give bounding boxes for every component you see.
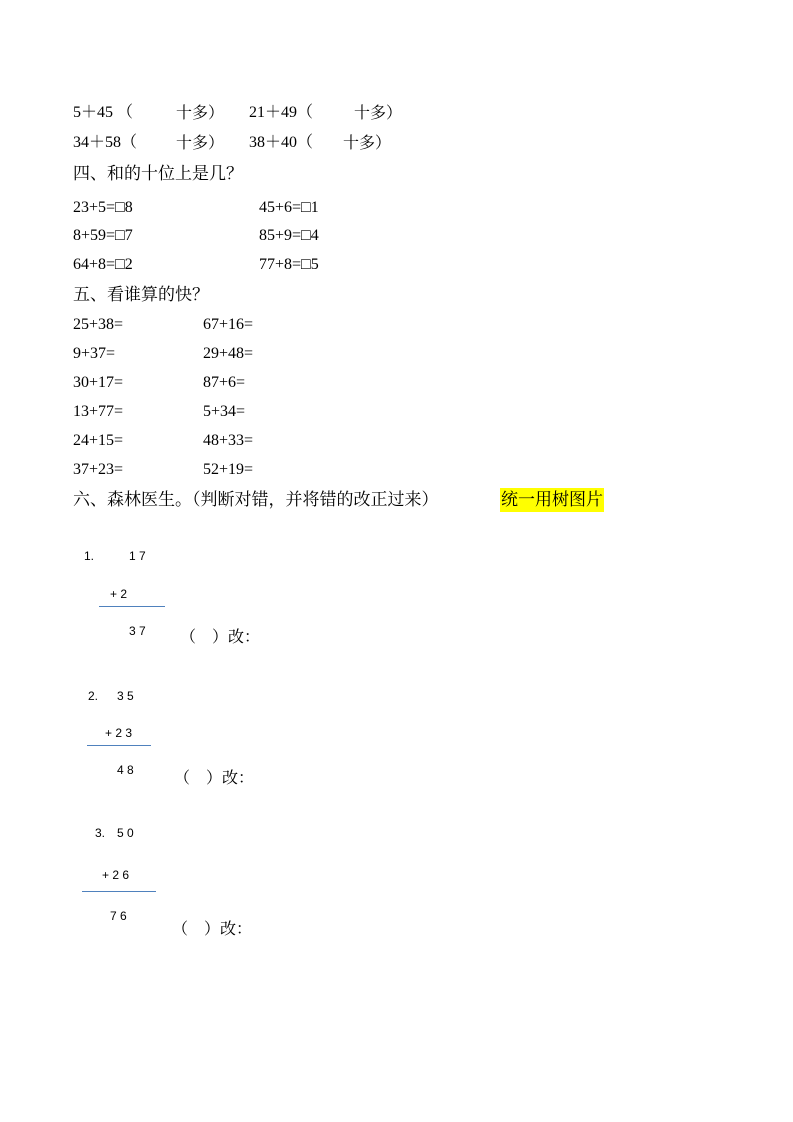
vertical-addend: + 2	[110, 587, 128, 601]
tens-question[interactable]: 64+8=□2	[73, 256, 133, 273]
estimate-blank-3[interactable]: 十多）	[176, 133, 225, 152]
problem-number: 1.	[84, 549, 95, 563]
quick-calc-item[interactable]: 9+37=	[73, 345, 116, 362]
vertical-top-number: 1 7	[129, 549, 146, 563]
vertical-top-number: 5 0	[117, 826, 134, 840]
quick-calc-item[interactable]: 52+19=	[203, 461, 254, 478]
estimate-blank-2[interactable]: 十多）	[354, 103, 403, 122]
tens-question[interactable]: 77+8=□5	[259, 256, 319, 273]
quick-calc-item[interactable]: 13+77=	[73, 403, 124, 420]
vertical-addend: + 2 6	[102, 868, 130, 882]
quick-calc-item[interactable]: 37+23=	[73, 461, 124, 478]
estimate-blank-1[interactable]: 十多）	[176, 103, 225, 122]
quick-calc-item[interactable]: 30+17=	[73, 374, 124, 391]
vertical-addend: + 2 3	[105, 726, 133, 740]
quick-calc-item[interactable]: 25+38=	[73, 316, 124, 333]
tens-question[interactable]: 85+9=□4	[259, 227, 319, 244]
estimate-expr-3: 34＋58（	[73, 134, 138, 151]
problem-number: 2.	[88, 689, 99, 703]
quick-calc-item[interactable]: 87+6=	[203, 374, 246, 391]
quick-calc-item[interactable]: 67+16=	[203, 316, 254, 333]
sum-line	[82, 891, 156, 892]
tens-question[interactable]: 23+5=□8	[73, 199, 133, 216]
judge-and-correct[interactable]: （ ）改：	[174, 768, 255, 787]
vertical-result: 4 8	[117, 763, 134, 777]
editor-note-highlight: 统一用树图片	[501, 490, 603, 510]
quick-calc-item[interactable]: 24+15=	[73, 432, 124, 449]
sum-line	[87, 745, 151, 746]
quick-calc-item[interactable]: 5+34=	[203, 403, 246, 420]
section6-title: 六、森林医生。（判断对错，并将错的改正过来）	[73, 490, 439, 510]
section4-title: 四、和的十位上是几？	[73, 164, 243, 184]
estimate-blank-4[interactable]: 十多）	[343, 133, 392, 152]
vertical-top-number: 3 5	[117, 689, 134, 703]
tens-question[interactable]: 45+6=□1	[259, 199, 319, 216]
vertical-result: 7 6	[110, 909, 127, 923]
judge-and-correct[interactable]: （ ）改：	[172, 919, 253, 938]
estimate-expr-2: 21＋49（	[249, 104, 314, 121]
judge-and-correct[interactable]: （ ）改：	[180, 627, 261, 646]
quick-calc-item[interactable]: 29+48=	[203, 345, 254, 362]
estimate-expr-4: 38＋40（	[249, 134, 314, 151]
quick-calc-item[interactable]: 48+33=	[203, 432, 254, 449]
problem-number: 3.	[95, 826, 106, 840]
vertical-result: 3 7	[129, 624, 146, 638]
tens-question[interactable]: 8+59=□7	[73, 227, 133, 244]
sum-line	[99, 606, 165, 607]
estimate-expr-1: 5＋45 （	[73, 104, 134, 121]
section5-title: 五、看谁算的快？	[73, 285, 209, 305]
